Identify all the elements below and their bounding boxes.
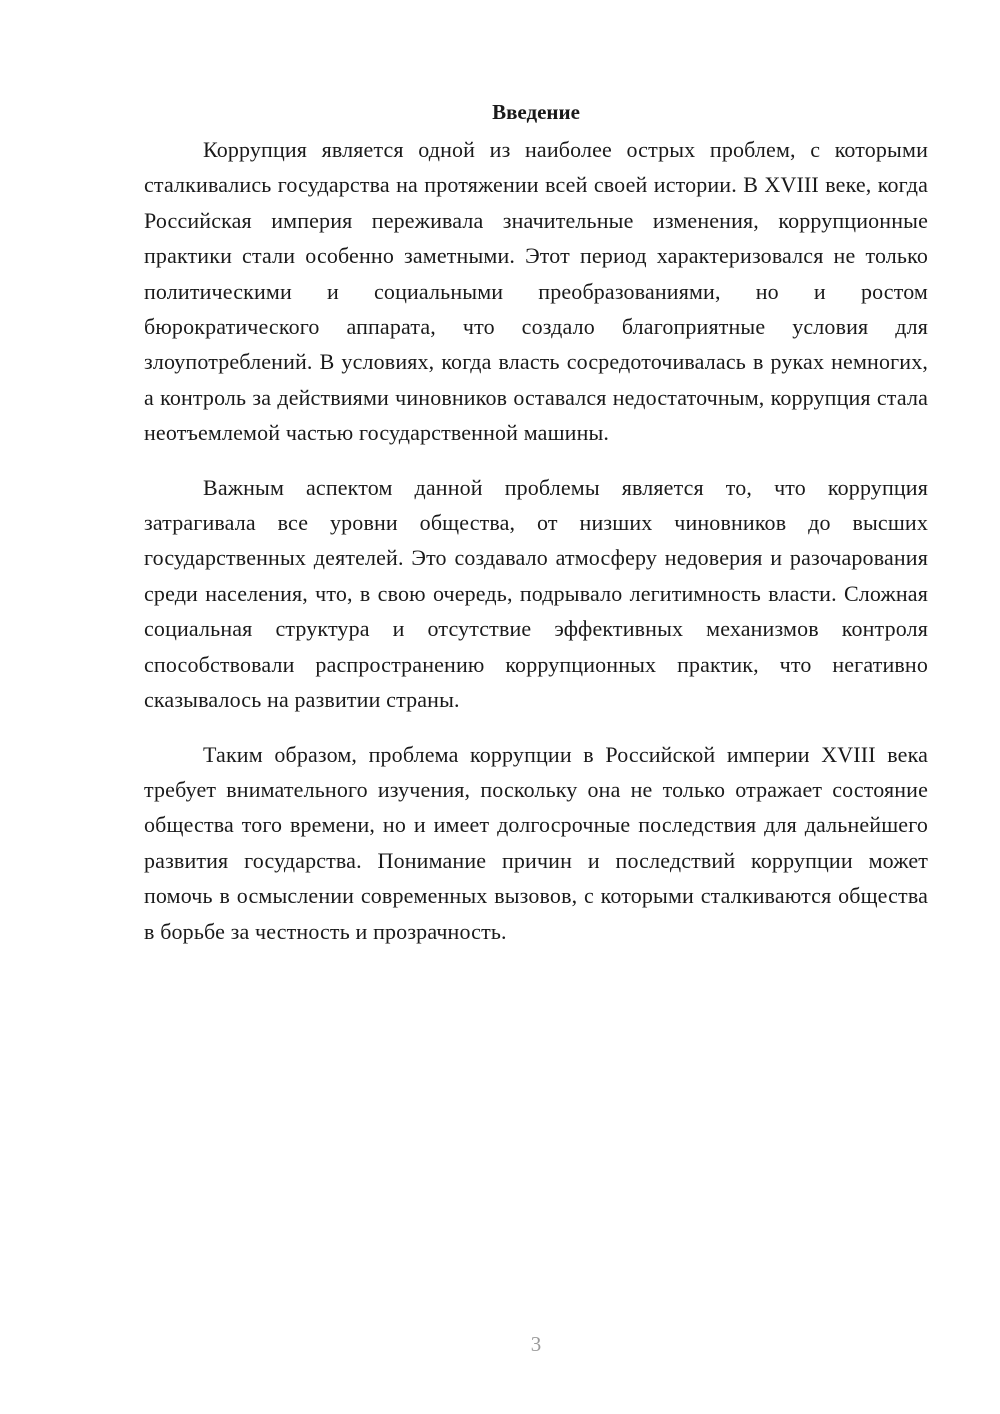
paragraph-3: Таким образом, проблема коррупции в Российской империи XVIII века требует внимательного изучения, поскольку она не только отражает состояние общества того времени, но и имеет долгосрочные последствия для дальнейшего развития государства. Понимание причин и последствий коррупции может помочь в осмыслении современных вызовов, с которыми сталкиваются общества в борьбе за честность и прозрачность.: [144, 741, 928, 944]
section-title: Введение: [492, 100, 580, 124]
paragraph-1: Коррупция является одной из наиболее острых проблем, с которыми сталкивались государства на протяжении всей своей истории. В XVIII веке, когда Российская империя переживала значительные изменения, коррупционные практики стали особенно заметными. Этот период характеризовался не только политическими и социальными преобразованиями, но и ростом бюрократического аппарата, что создало благоприятные условия для злоупотреблений. В условиях, когда власть сосредоточивалась в руках немногих, а контроль за действиями чиновников оставался недостаточным, коррупция стала неотъемлемой частью государственной машины.: [144, 137, 928, 446]
page-number: 3: [530, 1332, 542, 1356]
paragraph-2: Важным аспектом данной проблемы является то, что коррупция затрагивала все уровни общества, от низших чиновников до высших государственных деятелей. Это создавало атмосферу недоверия и разочарования среди населения, что, в свою очередь, подрывало легитимность власти. Сложная социальная структура и отсутствие эффективных механизмов контроля способствовали распространению коррупционных практик, что негативно сказывалось на развитии страны.: [144, 474, 928, 713]
page-content: [144, 96, 928, 968]
